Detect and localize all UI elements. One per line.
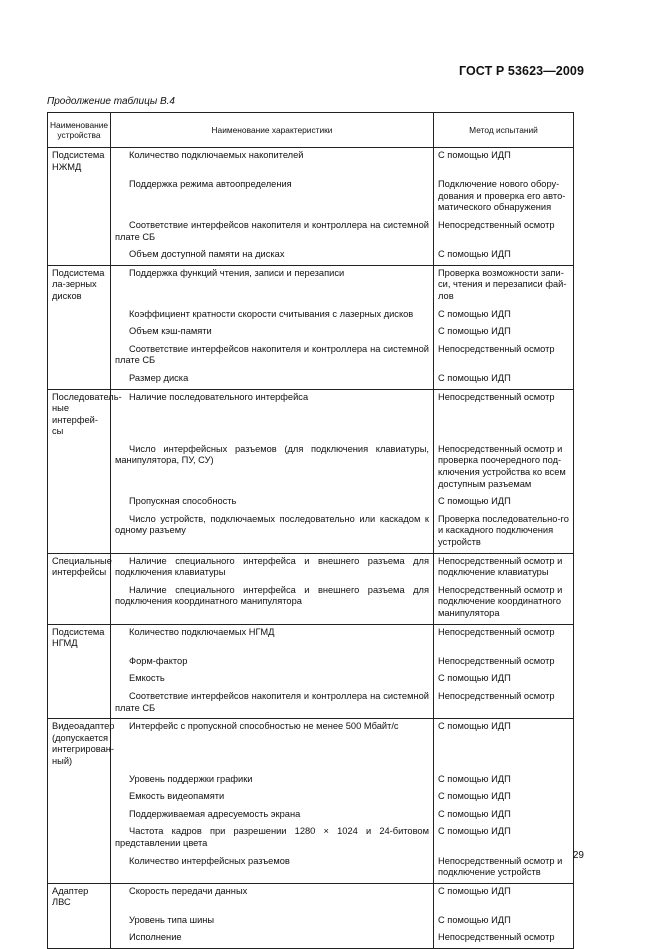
table-row <box>48 930 574 948</box>
device-cell <box>48 824 111 853</box>
table-row <box>48 218 574 247</box>
method-cell: Непосредственный осмотр <box>434 654 574 672</box>
device-cell <box>48 342 111 371</box>
table-row <box>48 389 574 442</box>
device-cell <box>48 247 111 265</box>
column-header-method: Метод испытаний <box>434 113 574 148</box>
characteristic-cell: Количество подключаемых НГМД <box>111 624 434 654</box>
table-row <box>48 553 574 583</box>
characteristic-cell: Поддержка функций чтения, записи и перезаписи <box>111 265 434 306</box>
characteristic-cell: Количество подключаемых накопителей <box>111 148 434 178</box>
characteristic-cell: Количество интерфейсных разъемов <box>111 854 434 884</box>
table-row <box>48 807 574 825</box>
device-cell <box>48 671 111 689</box>
characteristic-cell: Число интерфейсных разъемов (для подключения клавиатуры, манипулятора, ПУ, СУ) <box>111 442 434 494</box>
method-cell: Непосредственный осмотр <box>434 389 574 442</box>
characteristic-cell: Емкость видеопамяти <box>111 789 434 807</box>
table-row <box>48 265 574 306</box>
characteristic-cell: Объем кэш-памяти <box>111 324 434 342</box>
device-cell <box>48 583 111 624</box>
table-row <box>48 772 574 790</box>
table-row <box>48 442 574 494</box>
method-cell: Проверка последовательно-го и каскадного подключения устройств <box>434 512 574 553</box>
method-cell: Непосредственный осмотр <box>434 930 574 948</box>
characteristic-cell: Размер диска <box>111 371 434 389</box>
device-cell: Адаптер ЛВС <box>48 883 111 913</box>
method-cell: Непосредственный осмотр и подключение клавиатуры <box>434 553 574 583</box>
characteristic-cell: Уровень типа шины <box>111 913 434 931</box>
method-cell: С помощью ИДП <box>434 789 574 807</box>
column-header-device: Наименование устройства <box>48 113 111 148</box>
method-cell: С помощью ИДП <box>434 324 574 342</box>
method-cell: С помощью ИДП <box>434 807 574 825</box>
device-cell: Видеоадаптер (допускается интегрирован-ный) <box>48 719 111 772</box>
device-cell <box>48 442 111 494</box>
device-cell <box>48 913 111 931</box>
characteristic-cell: Коэффициент кратности скорости считывания с лазерных дисков <box>111 307 434 325</box>
table-row <box>48 583 574 624</box>
table-caption: Продолжение таблицы В.4 <box>47 96 175 107</box>
method-cell: С помощью ИДП <box>434 883 574 913</box>
characteristic-cell: Скорость передачи данных <box>111 883 434 913</box>
characteristic-cell: Форм-фактор <box>111 654 434 672</box>
table-row <box>48 324 574 342</box>
table-row <box>48 671 574 689</box>
method-cell: Непосредственный осмотр <box>434 689 574 719</box>
column-header-characteristic: Наименование характеристики <box>111 113 434 148</box>
method-cell: Непосредственный осмотр <box>434 218 574 247</box>
method-cell: С помощью ИДП <box>434 247 574 265</box>
page-number: 29 <box>572 850 584 861</box>
device-cell: Специальные интерфейсы <box>48 553 111 583</box>
method-cell: Непосредственный осмотр <box>434 342 574 371</box>
device-cell <box>48 324 111 342</box>
characteristic-cell: Интерфейс с пропускной способностью не менее 500 Мбайт/с <box>111 719 434 772</box>
table-row <box>48 913 574 931</box>
characteristic-cell: Поддерживаемая адресуемость экрана <box>111 807 434 825</box>
characteristic-cell: Частота кадров при разрешении 1280 × 1024 и 24-битовом представлении цвета <box>111 824 434 853</box>
table-row <box>48 494 574 512</box>
characteristic-cell: Соответствие интерфейсов накопителя и контроллера на системной плате СБ <box>111 218 434 247</box>
characteristic-cell: Пропускная способность <box>111 494 434 512</box>
device-cell <box>48 807 111 825</box>
device-cell <box>48 307 111 325</box>
table-row <box>48 371 574 389</box>
characteristic-cell: Наличие последовательного интерфейса <box>111 389 434 442</box>
spec-table <box>47 112 574 949</box>
table-row <box>48 148 574 178</box>
device-cell <box>48 218 111 247</box>
method-cell: С помощью ИДП <box>434 148 574 178</box>
device-cell <box>48 371 111 389</box>
method-cell: С помощью ИДП <box>434 772 574 790</box>
table-row <box>48 512 574 553</box>
characteristic-cell: Число устройств, подключаемых последовательно или каскадом к одному разъему <box>111 512 434 553</box>
table-row <box>48 854 574 884</box>
characteristic-cell: Наличие специального интерфейса и внешнего разъема для подключения координатного манипулятора <box>111 583 434 624</box>
device-cell <box>48 494 111 512</box>
characteristic-cell: Емкость <box>111 671 434 689</box>
method-cell: С помощью ИДП <box>434 913 574 931</box>
characteristic-cell: Исполнение <box>111 930 434 948</box>
device-cell: Подсистема НГМД <box>48 624 111 654</box>
method-cell: Непосредственный осмотр и проверка поочередного под-ключения устройства ко всем доступным разъемам <box>434 442 574 494</box>
table-row <box>48 789 574 807</box>
device-cell <box>48 930 111 948</box>
characteristic-cell: Соответствие интерфейсов накопителя и контроллера на системной плате СБ <box>111 342 434 371</box>
method-cell: С помощью ИДП <box>434 824 574 853</box>
method-cell: С помощью ИДП <box>434 671 574 689</box>
device-cell <box>48 512 111 553</box>
table-row <box>48 689 574 719</box>
device-cell <box>48 654 111 672</box>
device-cell <box>48 772 111 790</box>
device-cell <box>48 689 111 719</box>
method-cell: Подключение нового обору-дования и проверка его авто-матического обнаружения <box>434 177 574 218</box>
device-cell: Подсистема НЖМД <box>48 148 111 178</box>
method-cell: Проверка возможности запи-си, чтения и перезаписи фай-лов <box>434 265 574 306</box>
table-row <box>48 307 574 325</box>
characteristic-cell: Поддержка режима автоопределения <box>111 177 434 218</box>
device-cell: Последователь-ные интерфей-сы <box>48 389 111 442</box>
method-cell: Непосредственный осмотр и подключение устройств <box>434 854 574 884</box>
table-row <box>48 624 574 654</box>
device-cell <box>48 854 111 884</box>
device-cell: Подсистема ла-зерных дисков <box>48 265 111 306</box>
characteristic-cell: Соответствие интерфейсов накопителя и контроллера на системной плате СБ <box>111 689 434 719</box>
method-cell: С помощью ИДП <box>434 307 574 325</box>
table-row <box>48 719 574 772</box>
table-row <box>48 654 574 672</box>
method-cell: С помощью ИДП <box>434 494 574 512</box>
method-cell: С помощью ИДП <box>434 371 574 389</box>
document-code: ГОСТ Р 53623—2009 <box>458 64 584 78</box>
table-header-row <box>48 113 574 148</box>
table-row <box>48 247 574 265</box>
table-row <box>48 824 574 853</box>
method-cell: Непосредственный осмотр <box>434 624 574 654</box>
method-cell: Непосредственный осмотр и подключение координатного манипулятора <box>434 583 574 624</box>
characteristic-cell: Уровень поддержки графики <box>111 772 434 790</box>
table-row <box>48 883 574 913</box>
table-row <box>48 177 574 218</box>
method-cell: С помощью ИДП <box>434 719 574 772</box>
device-cell <box>48 177 111 218</box>
device-cell <box>48 789 111 807</box>
characteristic-cell: Объем доступной памяти на дисках <box>111 247 434 265</box>
characteristic-cell: Наличие специального интерфейса и внешнего разъема для подключения клавиатуры <box>111 553 434 583</box>
table-row <box>48 342 574 371</box>
